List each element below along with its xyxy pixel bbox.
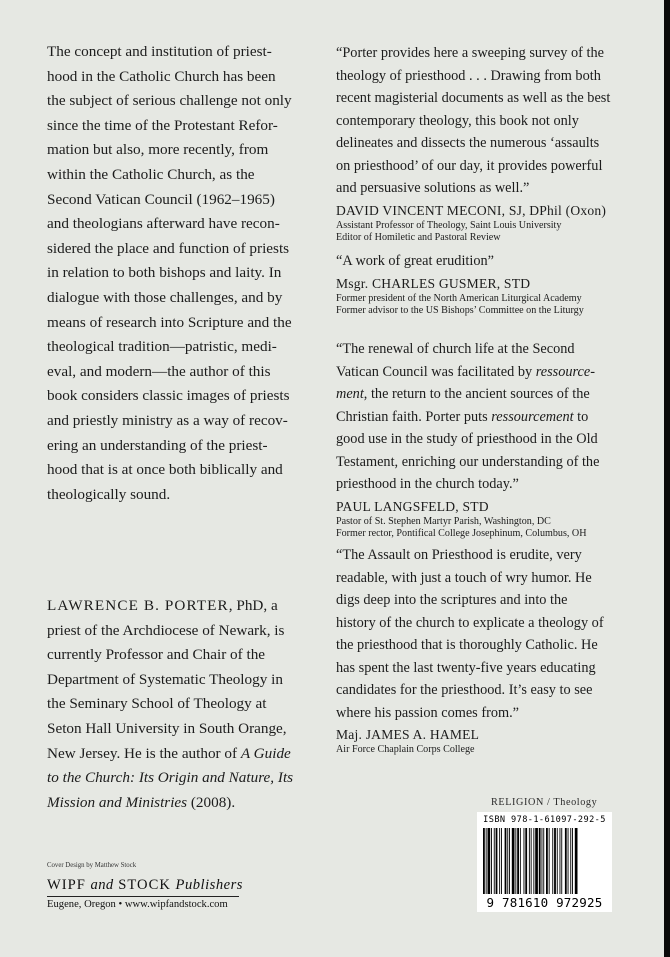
barcode-panel bbox=[477, 812, 612, 912]
barcode-icon bbox=[483, 828, 606, 894]
spine-edge bbox=[664, 0, 670, 957]
publisher-rule bbox=[47, 896, 239, 897]
endorsement-text: “A work of great erudition” bbox=[336, 253, 495, 269]
endorsement-role: Pastor of St. Stephen Martyr Parish, Washington, DC Former rector, Pontifical College Josephinum, Columbus, OH bbox=[336, 515, 587, 540]
publisher-location: Eugene, Oregon • www.wipfandstock.com bbox=[47, 899, 228, 910]
publisher-logo bbox=[47, 877, 243, 894]
endorsement-text bbox=[336, 338, 599, 496]
endorsement-author: Msgr. CHARLES GUSMER, STD bbox=[336, 275, 531, 291]
publisher-word: Publishers bbox=[175, 877, 243, 893]
endorsement-4 bbox=[336, 544, 604, 757]
blurb-text: The concept and institution of priest- hood in the Catholic Church has been the subject of serious challenge not only since the time of the Protestant Refor- mation but also, more recently, from within the Catholic Church, as the Second Vatican Council (1962–1965) and theologians afterward have recon- sidered the place and function of priests in relation to both bishops and laity. In dialogue with those challenges, and by means of research into Scripture and the theological tradition—patristic, medi- eval, and modern—the author of this book considers classic images of priests and priestly ministry as a way of recov- ering an understanding of the priest- hood that is at once both biblically and theologically sound. bbox=[47, 43, 292, 503]
endorsement-italic-term: ressource- ment bbox=[336, 363, 595, 402]
endorsement-2 bbox=[336, 250, 584, 318]
endorsement-1 bbox=[336, 42, 610, 245]
endorsement-text: “The Assault on Priesthood is erudite, very readable, with just a touch of wry humor. He digs deep into the scriptures and into the history of the church to explicate a theology of the priesthood that is thoroughly Catholic. He has spent the last twenty-five years educating candidates for the priesthood. It’s easy to see where his passion comes from.” bbox=[336, 547, 604, 721]
isbn-label: ISBN 978-1-61097-292-5 bbox=[483, 815, 606, 825]
endorsement-author: DAVID VINCENT MECONI, SJ, DPhil (Oxon) bbox=[336, 202, 607, 218]
endorsement-role: Air Force Chaplain Corps College bbox=[336, 744, 475, 755]
endorsement-author: PAUL LANGSFELD, STD bbox=[336, 498, 489, 514]
cover-credit: Cover Design by Matthew Stock bbox=[47, 862, 137, 869]
endorsement-3 bbox=[336, 338, 599, 541]
author-name: LAWRENCE B. PORTER bbox=[47, 597, 229, 614]
endorsement-text: “Porter provides here a sweeping survey of the theology of priesthood . . . Drawing from both recent magisterial documents as well as the best contemporary theology, this book not only delineates and dissects the numerous ‘assaults on priesthood’ of our day, it provides powerful and persuasive solutions as well.” bbox=[336, 45, 611, 196]
publisher-word: WIPF bbox=[47, 877, 86, 893]
description-blurb bbox=[47, 40, 309, 507]
endorsement-role: Assistant Professor of Theology, Saint Louis University Editor of Homiletic and Pastoral Review bbox=[336, 219, 562, 244]
ean-digits: 9 781610 972925 bbox=[486, 895, 603, 910]
endorsement-text-part: to good use in the study of priesthood in the Old Testament, enriching our understanding of the priesthood in the church today.” bbox=[336, 408, 600, 492]
bio-book-title: A Guide to the Church: Its Origin and Nature, Its Mission and Ministries bbox=[47, 744, 294, 811]
endorsement-author: Maj. JAMES A. HAMEL bbox=[336, 727, 480, 742]
bio-text-1: , PhD, a priest of the Archdiocese of Newark, is currently Professor and Chair of the Department of Systematic Theology in the Seminary School of Theology at Seton Hall University in South Orange, New Jersey. He is the author of bbox=[47, 597, 287, 762]
endorsement-text-part: “The renewal of church life at the Second Vatican Council was facilitated by bbox=[336, 341, 575, 380]
endorsement-italic-term: ressourcement bbox=[491, 408, 574, 425]
subject-category: RELIGION / Theology bbox=[491, 797, 598, 808]
publisher-word: and bbox=[90, 877, 114, 893]
endorsement-text-part: , the return to the ancient sources of the Christian faith. Porter puts bbox=[336, 386, 590, 425]
author-bio bbox=[47, 594, 309, 815]
endorsement-role: Former president of the North American Liturgical Academy Former advisor to the US Bishops’ Committee on the Liturgy bbox=[336, 292, 584, 317]
publisher-word: STOCK bbox=[118, 877, 171, 893]
bio-text-2: (2008). bbox=[187, 793, 236, 811]
